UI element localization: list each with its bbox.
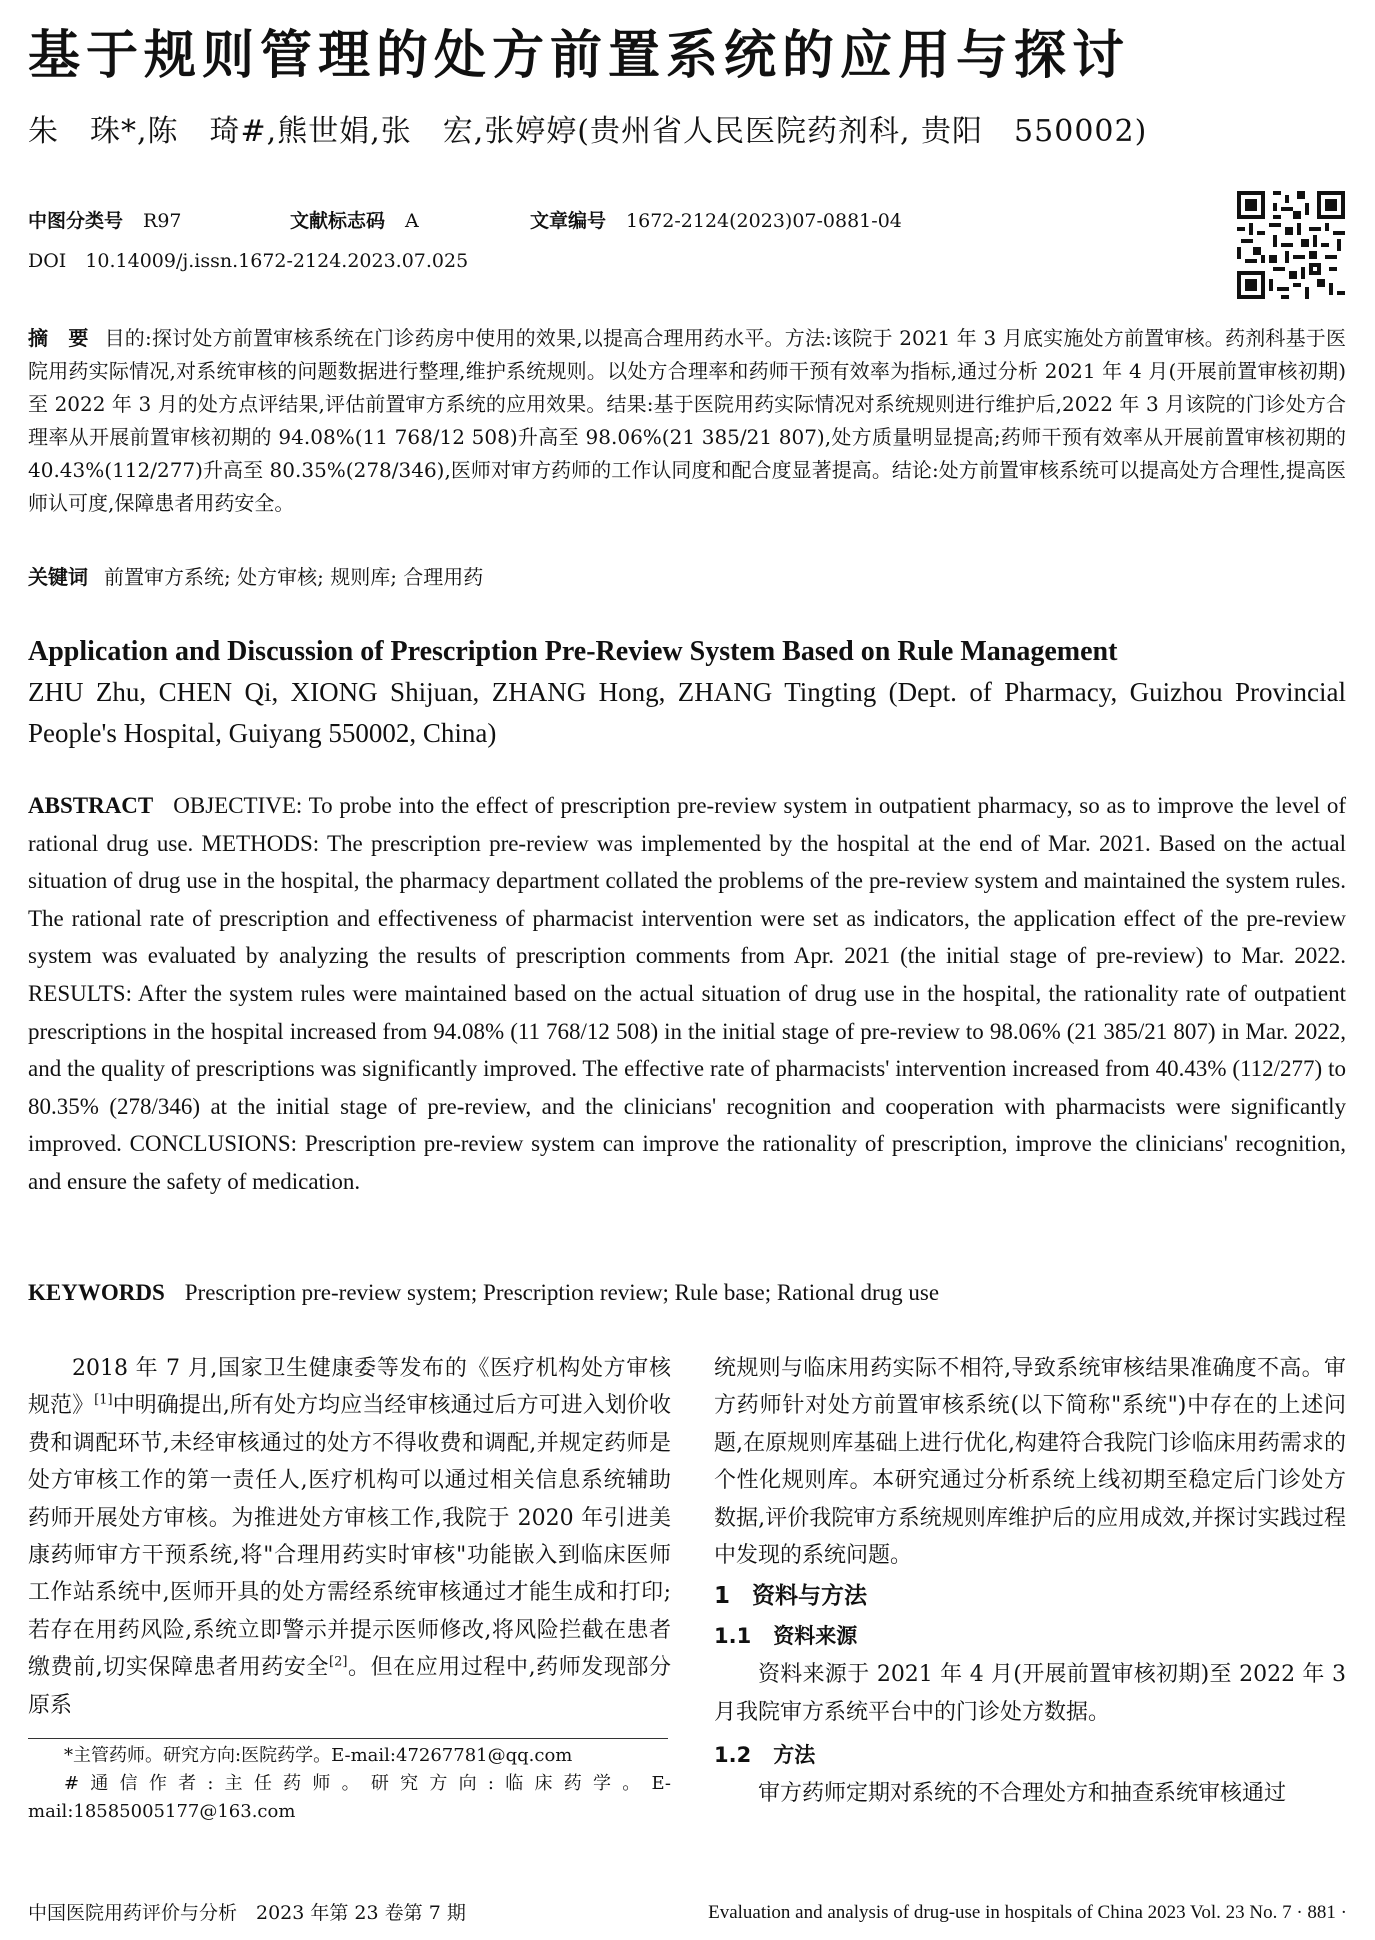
english-authors-affiliation: ZHU Zhu, CHEN Qi, XIONG Shijuan, ZHANG Hong, ZHANG Tingting (Dept. of Pharmacy, Guizhou Provincial People's Hospital, Guiyang 550002, China) — [28, 677, 1346, 748]
footnotes — [28, 1742, 671, 1826]
article-no-label: 文章编号 — [530, 210, 607, 232]
footnote-divider — [28, 1738, 668, 1739]
doc-code-field — [290, 208, 419, 234]
chinese-keywords — [28, 562, 483, 592]
section-1-2-title: 方法 — [773, 1743, 816, 1768]
section-1-1-heading — [714, 1616, 1346, 1656]
reference-2[interactable]: [2] — [329, 1654, 348, 1670]
section-1-1-title: 资料来源 — [773, 1624, 858, 1649]
journal-footer-english: Evaluation and analysis of drug-use in hospitals of China 2023 Vol. 23 No. 7 · 881 · — [708, 1902, 1347, 1923]
english-title: Application and Discussion of Prescription Pre-Review System Based on Rule Management — [28, 636, 1118, 667]
english-abstract — [28, 787, 1346, 1201]
section-1-number: 1 — [714, 1583, 731, 1610]
section-1-title: 资料与方法 — [752, 1583, 868, 1610]
chinese-abstract-text: 目的:探讨处方前置审核系统在门诊药房中使用的效果,以提高合理用药水平。方法:该院于 2021 年 3 月底实施处方前置审核。药剂科基于医院用药实际情况,对系统审核的问题数据进行整理,维护系统规则。以处方合理率和药师干预有效率为指标,通过分析 2021 年 4 月(开展前置审核初期)至 2022 年 3 月的处方点评结果,评估前置审方系统的应用效果。结果:基于医院用药实际情况对系统规则进行维护后,2022 年 3 月该院的门诊处方合理率从开展前置审核初期的 94.08%(11 768/12 508)升高至 98.06%(21 385/21 807),处方质量明显提高;药师干预有效率从开展前置审核初期的 40.43%(112/277)升高至 80.35%(278/346),医师对审方药师的工作认同度和配合度显著提高。结论:处方前置审核系统可以提高处方合理性,提高医师认可度,保障患者用药安全。 — [28, 326, 1346, 515]
english-keywords-label: KEYWORDS — [28, 1280, 165, 1305]
clc-value: R97 — [143, 210, 182, 232]
article-no-value: 1672-2124(2023)07-0881-04 — [626, 210, 902, 232]
chinese-abstract — [28, 322, 1346, 520]
article-title: 基于规则管理的处方前置系统的应用与探讨 — [28, 26, 1131, 86]
chinese-keywords-text: 前置审方系统; 处方审核; 规则库; 合理用药 — [104, 565, 484, 589]
clc-label: 中图分类号 — [28, 210, 124, 232]
english-keywords-text: Prescription pre-review system; Prescription review; Rule base; Rational drug use — [184, 1280, 940, 1305]
section-1-2-heading — [714, 1735, 1346, 1775]
article-no-field — [530, 208, 902, 234]
intro-paragraph — [28, 1350, 671, 1724]
section-1-2-text: 审方药师定期对系统的不合理处方和抽查系统审核通过 — [758, 1781, 1287, 1807]
doc-code-label: 文献标志码 — [290, 210, 386, 232]
body-left-column — [28, 1350, 671, 1724]
english-abstract-text: OBJECTIVE: To probe into the effect of prescription pre-review system in outpatient pharmacy, so as to improve the level of rational drug use. METHODS: The prescription pre-review was implemented by the hospital at the end of Mar. 2021. Based on the actual situation of drug use in the hospital, the pharmacy department collated the problems of the pre-review system and maintained the system rules. The rational rate of prescription and effectiveness of pharmacist intervention were set as indicators, the application effect of the pre-review system was evaluated by analyzing the results of prescription comments from Apr. 2021 (the initial stage of pre-review) to Mar. 2022. RESULTS: After the system rules were maintained based on the actual situation of drug use in the hospital, the rationality rate of outpatient prescriptions in the hospital increased from 94.08% (11 768/12 508) in the initial stage of pre-review to 98.06% (21 385/21 807) in Mar. 2022, and the quality of prescriptions was significantly improved. The effective rate of pharmacists' intervention increased from 40.43% (112/277) to 80.35% (278/346) at the initial stage of pre-review, and the clinicians' recognition and cooperation with pharmacists were significantly improved. CONCLUSIONS: Prescription pre-review system can improve the rationality of prescription, improve the clinicians' recognition, and ensure the safety of medication. — [28, 793, 1346, 1194]
intro-text-part3: 。但在应用过程中,药师发现部分原系 — [28, 1655, 671, 1718]
clc-field — [28, 208, 182, 234]
english-keywords — [28, 1276, 939, 1310]
section-1-1-text: 资料来源于 2021 年 4 月(开展前置审核初期)至 2022 年 3 月我院审方系统平台中的门诊处方数据。 — [714, 1662, 1346, 1725]
journal-footer-chinese: 中国医院用药评价与分析 2023 年第 23 卷第 7 期 — [28, 1902, 466, 1924]
section-1-2-number: 1.2 — [714, 1743, 752, 1768]
section-1-1-number: 1.1 — [714, 1624, 752, 1649]
section-1-heading — [714, 1576, 1346, 1616]
intro-text-part2: 中明确提出,所有处方均应当经审核通过后方可进入划价收费和调配环节,未经审核通过的处方不得收费和调配,并规定药师是处方审核工作的第一责任人,医疗机构可以通过相关信息系统辅助药师开展处方审核。为推进处方审核工作,我院于 2020 年引进美康药师审方干预系统,将"合理用药实时审核"功能嵌入到临床医师工作站系统中,医师开具的处方需经系统审核通过才能生成和打印;若存在用药风险,系统立即警示并提示医师修改,将风险拦截在患者缴费前,切实保障患者用药安全 — [28, 1393, 671, 1681]
chinese-abstract-label: 摘 要 — [28, 326, 89, 350]
reference-1[interactable]: [1] — [94, 1393, 113, 1409]
chinese-keywords-label: 关键词 — [28, 565, 88, 589]
doi: DOI 10.14009/j.issn.1672-2124.2023.07.025 — [28, 250, 469, 272]
intro-text-part1: 2018 年 7 月,国家卫生健康委等发布的《医疗机构处方审核规范》 — [28, 1356, 671, 1419]
body-right-column — [714, 1350, 1346, 1813]
doc-code-value: A — [405, 210, 419, 232]
authors-affiliation: 朱 珠*,陈 琦#,熊世娟,张 宏,张婷婷(贵州省人民医院药剂科, 贵阳 550002) — [28, 114, 1148, 149]
qr-code-icon — [1237, 191, 1345, 299]
footnote-2: #通信作者:主任药师。研究方向:临床药学。E-mail:18585005177@163.com — [28, 1773, 671, 1822]
footnote-1: *主管药师。研究方向:医院药学。E-mail:47267781@qq.com — [64, 1745, 573, 1766]
intro-continuation: 统规则与临床用药实际不相符,导致系统审核结果准确度不高。审方药师针对处方前置审核系统(以下简称"系统")中存在的上述问题,在原规则库基础上进行优化,构建符合我院门诊临床用药需求的个性化规则库。本研究通过分析系统上线初期至稳定后门诊处方数据,评价我院审方系统规则库维护后的应用成效,并探讨实践过程中发现的系统问题。 — [714, 1356, 1347, 1569]
english-abstract-label: ABSTRACT — [28, 793, 154, 818]
